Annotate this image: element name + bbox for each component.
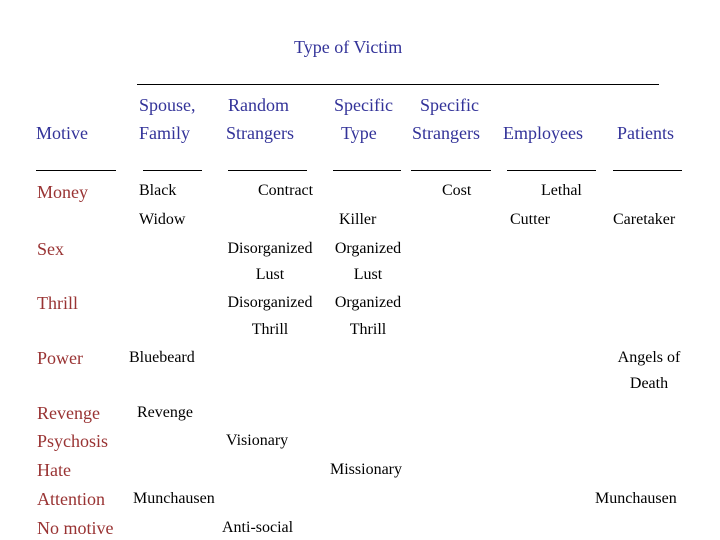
header-spouse-line2: Family (139, 123, 191, 143)
title-underline (137, 84, 659, 85)
random-underline (228, 170, 307, 171)
cell-contract-killer-line2: Killer (339, 211, 377, 228)
spouse-underline (143, 170, 202, 171)
motive-underline (36, 170, 116, 171)
header-random-line2: Strangers (226, 123, 294, 143)
header-motive: Motive (36, 123, 88, 143)
cell-lethal-caretaker-line1: Lethal (541, 182, 582, 199)
header-specific-type-line2: Type (341, 123, 377, 143)
cell-bluebeard: Bluebeard (129, 349, 195, 366)
cell-disorganized-thrill-line2: Thrill (251, 321, 289, 338)
cell-cost-cutter-line1: Cost (442, 182, 472, 199)
motive-money: Money (37, 182, 88, 202)
motive-revenge: Revenge (37, 403, 100, 423)
motive-hate: Hate (37, 460, 71, 480)
table-title: Type of Victim (294, 37, 403, 57)
employees-underline (507, 170, 596, 171)
cell-lethal-caretaker-line2: Caretaker (613, 211, 676, 228)
motive-attention: Attention (37, 489, 105, 509)
cell-organized-thrill-line1: Organized (334, 294, 402, 311)
motive-thrill: Thrill (37, 293, 78, 313)
cell-organized-thrill-line2: Thrill (349, 321, 387, 338)
cell-anti-social: Anti-social (222, 519, 294, 536)
header-specific-strangers-line2: Strangers (412, 123, 480, 143)
cell-angels-of-death-line1: Angels of (617, 349, 681, 366)
cell-visionary: Visionary (226, 432, 289, 449)
cell-contract-killer-line1: Contract (258, 182, 314, 199)
cell-missionary: Missionary (330, 461, 402, 478)
cell-organized-lust-line1: Organized (334, 240, 402, 257)
cell-munchausen-family: Munchausen (133, 490, 215, 507)
motive-psychosis: Psychosis (37, 431, 109, 451)
header-specific-strangers-line1: Specific (420, 95, 479, 115)
specific-type-underline (333, 170, 401, 171)
patients-underline (613, 170, 682, 171)
cell-black-widow-line1: Black (139, 182, 177, 199)
cell-organized-lust-line2: Lust (353, 266, 383, 283)
header-random-line1: Random (228, 95, 289, 115)
cell-cost-cutter-line2: Cutter (510, 211, 550, 228)
cell-revenge: Revenge (137, 404, 193, 421)
header-spouse-line1: Spouse, (139, 95, 196, 115)
cell-black-widow-line2: Widow (139, 211, 186, 228)
cell-munchausen-patients: Munchausen (595, 490, 677, 507)
header-employees: Employees (503, 123, 583, 143)
cell-angels-of-death-line2: Death (629, 375, 669, 392)
specific-strangers-underline (411, 170, 491, 171)
header-specific-type-line1: Specific (334, 95, 393, 115)
header-patients: Patients (617, 123, 674, 143)
cell-disorganized-lust-line2: Lust (255, 266, 285, 283)
cell-disorganized-thrill-line1: Disorganized (227, 294, 313, 311)
cell-disorganized-lust-line1: Disorganized (227, 240, 313, 257)
motive-power: Power (37, 348, 83, 368)
motive-sex: Sex (37, 239, 64, 259)
motive-no-motive: No motive (37, 518, 114, 538)
